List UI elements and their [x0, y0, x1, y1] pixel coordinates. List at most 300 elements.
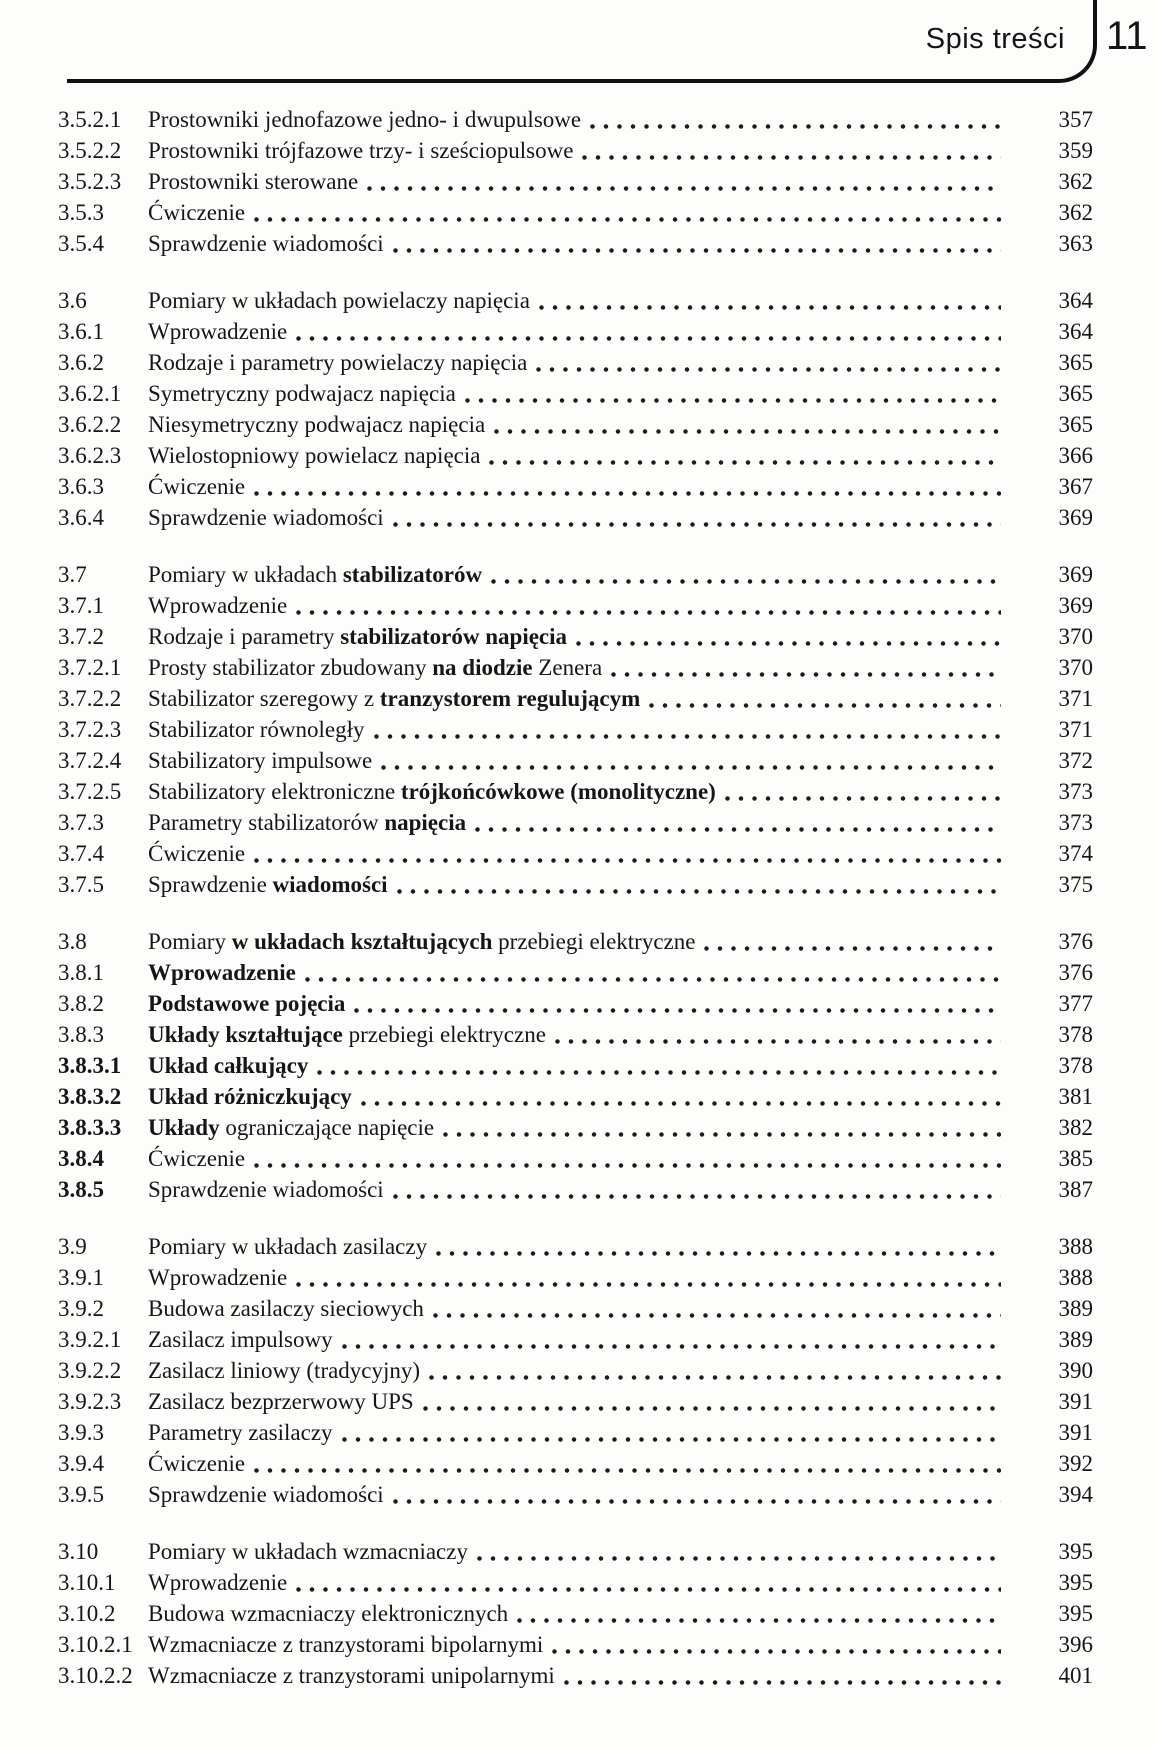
toc-title-segment: stabilizatorów	[342, 562, 483, 587]
toc-entry-page: 357	[1058, 107, 1093, 132]
dot-leader	[308, 1050, 1013, 1081]
toc-entry	[58, 1143, 1093, 1174]
dot-leader	[427, 1231, 1013, 1262]
toc-entry	[58, 1598, 1093, 1629]
dot-leader	[384, 502, 1013, 533]
toc-title-segment: Zenera	[538, 655, 603, 680]
toc-entry-title	[148, 714, 365, 745]
toc-entry-number: 3.5.2.1	[58, 107, 122, 132]
toc-entry-title	[148, 1386, 414, 1417]
toc-entry-title	[148, 926, 695, 957]
toc-title-segment: Układ całkujący	[148, 1053, 309, 1078]
toc-title-segment: Sprawdzenie wiadomości	[148, 1177, 384, 1202]
toc-entry-title	[148, 1081, 352, 1112]
toc-entry-page: 391	[1058, 1389, 1093, 1414]
toc-entry-page: 389	[1058, 1296, 1093, 1321]
toc-title-segment: Stabilizator równoległy	[148, 717, 365, 742]
toc-entry-title	[148, 1231, 427, 1262]
toc-entry	[58, 869, 1093, 900]
toc-entry-page: 378	[1058, 1022, 1093, 1047]
toc-entry-number: 3.7	[58, 562, 87, 587]
toc-entry-number: 3.6	[58, 288, 87, 313]
toc-entry-title	[148, 1050, 308, 1081]
toc-entry	[58, 409, 1093, 440]
toc-entry-title	[148, 1536, 468, 1567]
toc-entry-title	[148, 1355, 420, 1386]
dot-leader	[480, 440, 1013, 471]
dot-leader	[384, 1479, 1013, 1510]
toc-title-segment: Zasilacz bezprzerwowy UPS	[148, 1389, 414, 1414]
toc-entry-page: 395	[1058, 1601, 1093, 1626]
toc-entry-title	[148, 135, 573, 166]
toc-title-segment: Wprowadzenie	[148, 1265, 288, 1290]
dot-leader	[365, 714, 1013, 745]
toc-title-segment: Sprawdzenie wiadomości	[148, 231, 384, 256]
toc-entry-page: 382	[1058, 1115, 1093, 1140]
toc-entry	[58, 1536, 1093, 1567]
toc-list	[58, 104, 1093, 1691]
toc-entry-page: 378	[1058, 1053, 1093, 1078]
toc-entry-title	[148, 1567, 287, 1598]
toc-entry-title	[148, 590, 287, 621]
toc-title-segment: Zasilacz impulsowy	[148, 1327, 333, 1352]
dot-leader	[414, 1386, 1013, 1417]
toc-entry-title	[148, 745, 372, 776]
dot-leader	[573, 135, 1013, 166]
toc-title-segment: Ćwiczenie	[148, 1146, 246, 1171]
toc-entry-number: 3.6.2.1	[58, 381, 122, 406]
dot-leader	[468, 1536, 1013, 1567]
toc-entry-number: 3.9	[58, 1234, 87, 1259]
dot-leader	[345, 988, 1013, 1019]
toc-entry-page: 365	[1058, 381, 1093, 406]
toc-entry	[58, 228, 1093, 259]
dot-leader	[245, 1143, 1013, 1174]
toc-entry-number: 3.9.3	[58, 1420, 104, 1445]
toc-entry-page: 369	[1058, 505, 1093, 530]
toc-entry-title	[148, 838, 245, 869]
toc-title-segment: Układy kształtujące	[148, 1022, 343, 1047]
toc-entry-number: 3.8.2	[58, 991, 104, 1016]
toc-title-segment: w układach kształtujących	[231, 929, 493, 954]
dot-leader	[287, 1262, 1013, 1293]
toc-title-segment: na diodzie	[432, 655, 539, 680]
toc-entry-number: 3.6.2	[58, 350, 104, 375]
dot-leader	[352, 1081, 1013, 1112]
toc-entry	[58, 807, 1093, 838]
toc-title-segment: Układy	[148, 1115, 220, 1140]
toc-entry-number: 3.8.1	[58, 960, 104, 985]
dot-leader	[695, 926, 1013, 957]
toc-title-segment: ograniczające napięcie	[219, 1115, 435, 1140]
toc-title-segment: Prostowniki jednofazowe jedno- i dwupulsowe	[148, 107, 582, 132]
toc-entry	[58, 590, 1093, 621]
dot-leader	[333, 1324, 1013, 1355]
toc-entry	[58, 988, 1093, 1019]
toc-title-segment: Prosty stabilizator zbudowany	[148, 655, 433, 680]
toc-entry-page: 388	[1058, 1265, 1093, 1290]
toc-entry	[58, 1050, 1093, 1081]
toc-entry-title	[148, 471, 245, 502]
toc-entry	[58, 1019, 1093, 1050]
toc-title-segment: Pomiary w układach powielaczy napięcia	[148, 288, 530, 313]
toc-entry-title	[148, 1629, 543, 1660]
toc-section	[58, 559, 1093, 900]
toc-entry-title	[148, 1293, 424, 1324]
toc-entry-page: 373	[1058, 779, 1093, 804]
toc-entry-page: 362	[1058, 200, 1093, 225]
dot-leader	[456, 378, 1013, 409]
toc-entry-page: 376	[1058, 960, 1093, 985]
dot-leader	[245, 197, 1013, 228]
toc-entry	[58, 1174, 1093, 1205]
dot-leader	[482, 559, 1013, 590]
toc-entry	[58, 1112, 1093, 1143]
toc-entry-title	[148, 440, 480, 471]
dot-leader	[716, 776, 1013, 807]
toc-title-segment: Zasilacz liniowy (tradycyjny)	[148, 1358, 421, 1383]
toc-entry-number: 3.6.4	[58, 505, 104, 530]
toc-entry-title	[148, 1112, 434, 1143]
toc-entry-page: 359	[1058, 138, 1093, 163]
toc-entry-page: 385	[1058, 1146, 1093, 1171]
toc-title-segment: stabilizatorów napięcia	[340, 624, 568, 649]
toc-section	[58, 285, 1093, 533]
toc-title-segment: przebiegi elektryczne	[492, 929, 696, 954]
toc-entry-page: 364	[1058, 288, 1093, 313]
toc-title-segment: trójkońcówkowe (monolityczne)	[400, 779, 716, 804]
toc-entry-page: 396	[1058, 1632, 1093, 1657]
toc-section	[58, 104, 1093, 259]
toc-entry-page: 371	[1058, 717, 1093, 742]
toc-entry-page: 373	[1058, 810, 1093, 835]
toc-entry-page: 370	[1058, 655, 1093, 680]
toc-title-segment: Wprowadzenie	[148, 319, 288, 344]
toc-entry-title	[148, 1660, 555, 1691]
toc-entry-number: 3.8	[58, 929, 87, 954]
toc-entry	[58, 714, 1093, 745]
dot-leader	[546, 1019, 1013, 1050]
toc-entry-title	[148, 197, 245, 228]
toc-entry-number: 3.10.1	[58, 1570, 116, 1595]
toc-entry	[58, 621, 1093, 652]
toc-title-segment: wiadomości	[272, 872, 388, 897]
toc-entry-number: 3.9.2.2	[58, 1358, 122, 1383]
dot-leader	[567, 621, 1013, 652]
toc-entry	[58, 1231, 1093, 1262]
toc-entry-number: 3.6.2.2	[58, 412, 122, 437]
toc-entry-number: 3.7.2.4	[58, 748, 122, 773]
toc-entry-page: 365	[1058, 350, 1093, 375]
dot-leader	[245, 1448, 1013, 1479]
toc-entry	[58, 471, 1093, 502]
toc-entry-title	[148, 652, 602, 683]
toc-entry-title	[148, 683, 640, 714]
toc-entry-number: 3.10.2.2	[58, 1663, 133, 1688]
dot-leader	[602, 652, 1013, 683]
toc-entry-page: 394	[1058, 1482, 1093, 1507]
toc-entry-number: 3.8.3.2	[58, 1084, 122, 1109]
toc-title-segment: Ćwiczenie	[148, 1451, 246, 1476]
toc-entry	[58, 1262, 1093, 1293]
dot-leader	[530, 285, 1013, 316]
toc-entry-title	[148, 1448, 245, 1479]
toc-entry	[58, 197, 1093, 228]
toc-entry-number: 3.8.5	[58, 1177, 104, 1202]
toc-entry	[58, 776, 1093, 807]
toc-entry	[58, 316, 1093, 347]
toc-entry-number: 3.7.1	[58, 593, 104, 618]
toc-title-segment: Wzmacniacze z tranzystorami bipolarnymi	[148, 1632, 544, 1657]
toc-title-segment: Budowa zasilaczy sieciowych	[148, 1296, 424, 1321]
toc-entry-title	[148, 285, 530, 316]
toc-entry	[58, 957, 1093, 988]
toc-entry-number: 3.8.3.3	[58, 1115, 122, 1140]
dot-leader	[485, 409, 1013, 440]
toc-title-segment: Stabilizatory elektroniczne	[148, 779, 401, 804]
toc-title-segment: Sprawdzenie wiadomości	[148, 505, 384, 530]
toc-entry-title	[148, 559, 482, 590]
toc-entry-page: 372	[1058, 748, 1093, 773]
toc-title-segment: Rodzaje i parametry powielaczy napięcia	[148, 350, 528, 375]
toc-title-segment: napięcia	[384, 810, 467, 835]
toc-entry-page: 364	[1058, 319, 1093, 344]
toc-entry	[58, 1081, 1093, 1112]
toc-entry-page: 375	[1058, 872, 1093, 897]
dot-leader	[333, 1417, 1013, 1448]
toc-entry-title	[148, 957, 296, 988]
toc-entry	[58, 1355, 1093, 1386]
toc-entry	[58, 104, 1093, 135]
toc-title-segment: Ćwiczenie	[148, 841, 246, 866]
dot-leader	[420, 1355, 1013, 1386]
dot-leader	[287, 1567, 1013, 1598]
toc-title-segment: Pomiary w układach wzmacniaczy	[148, 1539, 468, 1564]
toc-entry	[58, 1324, 1093, 1355]
toc-entry-title	[148, 1417, 333, 1448]
toc-entry-number: 3.9.2.1	[58, 1327, 122, 1352]
toc-title-segment: Wprowadzenie	[148, 593, 288, 618]
toc-entry-number: 3.6.1	[58, 319, 104, 344]
toc-entry-title	[148, 776, 716, 807]
toc-title-segment: Sprawdzenie	[148, 872, 273, 897]
page-title: Spis treści	[925, 23, 1065, 55]
toc-entry-number: 3.6.2.3	[58, 443, 122, 468]
toc-title-segment: Pomiary w układach zasilaczy	[148, 1234, 428, 1259]
toc-title-segment: Prostowniki trójfazowe trzy- i sześciopulsowe	[148, 138, 574, 163]
toc-entry	[58, 1417, 1093, 1448]
dot-leader	[384, 228, 1013, 259]
toc-entry-title	[148, 869, 388, 900]
toc-entry-page: 370	[1058, 624, 1093, 649]
toc-entry-page: 392	[1058, 1451, 1093, 1476]
toc-entry-title	[148, 1019, 546, 1050]
toc-entry-number: 3.7.2.2	[58, 686, 122, 711]
toc-title-segment: Ćwiczenie	[148, 474, 246, 499]
toc-entry-page: 401	[1058, 1663, 1093, 1688]
toc-entry-number: 3.10.2.1	[58, 1632, 133, 1657]
toc-entry-page: 377	[1058, 991, 1093, 1016]
toc-entry-title	[148, 378, 456, 409]
toc-entry-title	[148, 988, 345, 1019]
toc-entry	[58, 559, 1093, 590]
toc-entry-number: 3.7.2	[58, 624, 104, 649]
toc-section	[58, 926, 1093, 1205]
toc-entry-page: 369	[1058, 562, 1093, 587]
toc-entry	[58, 745, 1093, 776]
toc-entry-page: 366	[1058, 443, 1093, 468]
toc-entry	[58, 652, 1093, 683]
toc-title-segment: Sprawdzenie wiadomości	[148, 1482, 384, 1507]
toc-entry	[58, 166, 1093, 197]
toc-entry-number: 3.10	[58, 1539, 99, 1564]
dot-leader	[287, 316, 1013, 347]
toc-entry	[58, 1629, 1093, 1660]
toc-title-segment: Podstawowe pojęcia	[148, 991, 346, 1016]
toc-entry-number: 3.7.2.1	[58, 655, 122, 680]
dot-leader	[245, 838, 1013, 869]
toc-entry	[58, 1479, 1093, 1510]
toc-entry-page: 371	[1058, 686, 1093, 711]
toc-title-segment: Wielostopniowy powielacz napięcia	[148, 443, 481, 468]
toc-title-segment: Pomiary w układach	[148, 562, 343, 587]
toc-entry-number: 3.5.2.2	[58, 138, 122, 163]
toc-entry	[58, 378, 1093, 409]
toc-title-segment: Parametry stabilizatorów	[148, 810, 385, 835]
toc-title-segment: Ćwiczenie	[148, 200, 246, 225]
dot-leader	[640, 683, 1013, 714]
toc-entry-number: 3.7.2.3	[58, 717, 122, 742]
toc-entry-page: 387	[1058, 1177, 1093, 1202]
toc-entry-number: 3.8.4	[58, 1146, 104, 1171]
toc-title-segment: Wprowadzenie	[148, 1570, 288, 1595]
toc-entry-number: 3.9.5	[58, 1482, 104, 1507]
toc-entry-page: 363	[1058, 231, 1093, 256]
toc-entry	[58, 502, 1093, 533]
toc-entry	[58, 1567, 1093, 1598]
toc-entry-title	[148, 621, 567, 652]
toc-entry-page: 369	[1058, 593, 1093, 618]
dot-leader	[358, 166, 1013, 197]
dot-leader	[581, 104, 1013, 135]
dot-leader	[508, 1598, 1013, 1629]
toc-entry-page: 362	[1058, 169, 1093, 194]
toc-entry	[58, 285, 1093, 316]
dot-leader	[372, 745, 1013, 776]
dot-leader	[287, 590, 1013, 621]
toc-entry-title	[148, 807, 466, 838]
toc-entry-number: 3.9.2	[58, 1296, 104, 1321]
toc-entry-title	[148, 228, 384, 259]
toc-entry-title	[148, 1598, 508, 1629]
toc-entry-number: 3.8.3.1	[58, 1053, 122, 1078]
toc-title-segment: Rodzaje i parametry	[148, 624, 341, 649]
dot-leader	[296, 957, 1013, 988]
toc-entry-page: 395	[1058, 1539, 1093, 1564]
toc-entry-page: 367	[1058, 474, 1093, 499]
toc-entry-title	[148, 1143, 245, 1174]
dot-leader	[555, 1660, 1013, 1691]
toc-entry-page: 374	[1058, 841, 1093, 866]
dot-leader	[466, 807, 1013, 838]
toc-entry-title	[148, 1324, 333, 1355]
toc-entry-number: 3.5.3	[58, 200, 104, 225]
toc-entry-page: 388	[1058, 1234, 1093, 1259]
toc-title-segment: Symetryczny podwajacz napięcia	[148, 381, 456, 406]
toc-entry	[58, 1448, 1093, 1479]
toc-entry	[58, 1660, 1093, 1691]
toc-entry-number: 3.7.3	[58, 810, 104, 835]
toc-entry	[58, 1386, 1093, 1417]
toc-entry	[58, 347, 1093, 378]
toc-entry	[58, 440, 1093, 471]
toc-title-segment: Pomiary	[148, 929, 232, 954]
toc-title-segment: Stabilizator szeregowy z	[148, 686, 380, 711]
page-number: 11	[1106, 14, 1148, 58]
dot-leader	[434, 1112, 1013, 1143]
toc-entry	[58, 926, 1093, 957]
toc-entry-title	[148, 166, 358, 197]
toc-title-segment: tranzystorem regulującym	[379, 686, 641, 711]
toc-entry-number: 3.7.5	[58, 872, 104, 897]
toc-title-segment: Wzmacniacze z tranzystorami unipolarnymi	[148, 1663, 555, 1688]
toc-entry-number: 3.7.2.5	[58, 779, 122, 804]
toc-entry-title	[148, 1174, 384, 1205]
toc-title-segment: przebiegi elektryczne	[342, 1022, 546, 1047]
toc-entry-number: 3.9.1	[58, 1265, 104, 1290]
toc-title-segment: Niesymetryczny podwajacz napięcia	[148, 412, 486, 437]
toc-title-segment: Parametry zasilaczy	[148, 1420, 333, 1445]
toc-entry	[58, 838, 1093, 869]
toc-entry-title	[148, 409, 485, 440]
toc-entry	[58, 135, 1093, 166]
toc-entry-page: 381	[1058, 1084, 1093, 1109]
toc-entry-number: 3.5.2.3	[58, 169, 122, 194]
toc-entry-title	[148, 1262, 287, 1293]
dot-leader	[424, 1293, 1013, 1324]
dot-leader	[245, 471, 1013, 502]
toc-entry	[58, 683, 1093, 714]
toc-title-segment: Stabilizatory impulsowe	[148, 748, 373, 773]
dot-leader	[388, 869, 1013, 900]
toc-entry	[58, 1293, 1093, 1324]
toc-entry-page: 389	[1058, 1327, 1093, 1352]
toc-entry-title	[148, 502, 384, 533]
toc-title-segment: Prostowniki sterowane	[148, 169, 359, 194]
toc-entry-page: 376	[1058, 929, 1093, 954]
toc-entry-number: 3.7.4	[58, 841, 104, 866]
toc-entry-page: 391	[1058, 1420, 1093, 1445]
toc-entry-number: 3.6.3	[58, 474, 104, 499]
toc-section	[58, 1536, 1093, 1691]
toc-entry-number: 3.9.2.3	[58, 1389, 122, 1414]
toc-entry-number: 3.8.3	[58, 1022, 104, 1047]
toc-entry-number: 3.9.4	[58, 1451, 104, 1476]
toc-title-segment: Budowa wzmacniaczy elektronicznych	[148, 1601, 509, 1626]
toc-title-segment: Układ różniczkujący	[148, 1084, 352, 1109]
dot-leader	[543, 1629, 1013, 1660]
toc-title-segment: Wprowadzenie	[148, 960, 296, 985]
toc-entry-title	[148, 1479, 384, 1510]
toc-entry-number: 3.10.2	[58, 1601, 116, 1626]
toc-entry-page: 365	[1058, 412, 1093, 437]
toc-section	[58, 1231, 1093, 1510]
toc-entry-title	[148, 347, 527, 378]
dot-leader	[527, 347, 1013, 378]
toc-entry-page: 395	[1058, 1570, 1093, 1595]
dot-leader	[384, 1174, 1013, 1205]
toc-entry-title	[148, 316, 287, 347]
